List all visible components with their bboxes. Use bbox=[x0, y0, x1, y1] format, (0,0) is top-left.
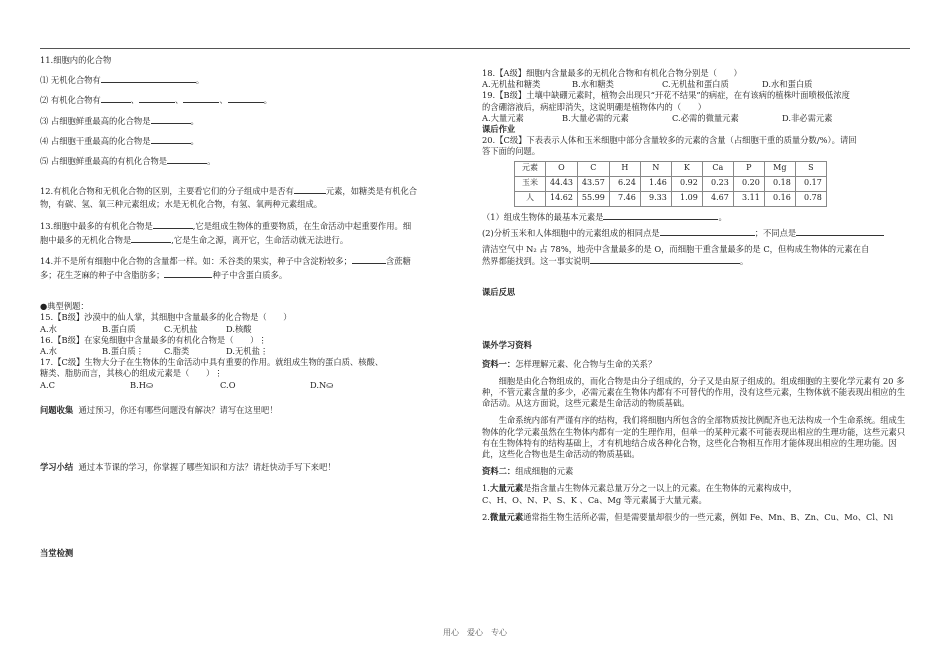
table-cell: 7.46 bbox=[609, 191, 640, 206]
table-cell: Ca bbox=[702, 161, 733, 176]
reflection-title: 课后反思 bbox=[482, 287, 516, 298]
q20-stem-2: 答下面的问题。 bbox=[482, 146, 541, 157]
q14-line-1: 14.并不是所有细胞中化合物的含量都一样。如：禾谷类的果实，种子中含淀粉较多； 含蔗糖 bbox=[40, 255, 411, 266]
q11-item-3: ⑶ 占细胞鲜重最高的化合物是 。 bbox=[40, 115, 199, 126]
table-cell: H bbox=[609, 161, 640, 176]
option-a[interactable]: A.水 bbox=[40, 346, 57, 356]
table-cell: 0.78 bbox=[795, 191, 826, 206]
q11-item-1: ⑴ 无机化合物有 。 bbox=[40, 75, 205, 86]
answer-blank[interactable] bbox=[139, 94, 175, 103]
option-b[interactable]: B.蛋白质⋮ bbox=[102, 346, 144, 356]
table-cell: K bbox=[671, 161, 702, 176]
problem-title: 问题收集 bbox=[40, 404, 74, 415]
left-column bbox=[40, 55, 460, 559]
answer-blank[interactable] bbox=[590, 255, 740, 264]
table-cell: 6.24 bbox=[609, 176, 640, 191]
answer-blank[interactable] bbox=[101, 74, 196, 83]
q14-line-2: 多；花生芝麻的种子中含脂肪多； 种子中含蛋白质多。 bbox=[40, 270, 288, 281]
answer-blank[interactable] bbox=[183, 94, 219, 103]
option-d[interactable]: D.非必需元素 bbox=[782, 112, 833, 123]
answer-blank[interactable] bbox=[660, 227, 755, 236]
q12-line-2: 物，有碳、氢、氧三种元素组成；水是无机化合物，有氢、氧两种元素组成。 bbox=[40, 199, 323, 210]
option-c[interactable]: C.O bbox=[220, 379, 236, 390]
table-cell: P bbox=[733, 161, 764, 176]
option-d[interactable]: D.核酸 bbox=[226, 323, 252, 334]
summary-title: 学习小结 bbox=[40, 461, 74, 472]
option-d[interactable]: D.无机盐⋮ bbox=[226, 346, 269, 356]
option-c[interactable]: C.脂类 bbox=[164, 346, 190, 356]
element-content-table bbox=[514, 161, 827, 207]
option-a[interactable]: A.水 bbox=[40, 323, 57, 334]
q17-stem-1: 17.【C级】生物大分子在生物体的生命活动中具有重要的作用。就组成生物的蛋白质、核酸、 bbox=[40, 357, 384, 368]
answer-blank[interactable] bbox=[796, 227, 884, 236]
answer-blank[interactable] bbox=[164, 269, 212, 278]
q20-part-3-line-1: 清洁空气中 N₂ 占 78%，地壳中含量最多的是 O，而细胞干重含量最多的是 C，但构成生物体的元素在自 bbox=[482, 243, 870, 254]
page-footer: 用心 爱心 专心 bbox=[443, 628, 507, 637]
material-2-heading: 资料二：组成细胞的元素 bbox=[482, 466, 574, 477]
class-check-title: 当堂检测 bbox=[40, 548, 74, 559]
material-2-item-1: 1.大量元素是指含量占生物体元素总量万分之一以上的元素。在生物体的元素构成中， C、H、O、N、P、S、K 、Ca、Mg 等元素属于大量元素。 bbox=[482, 483, 797, 505]
option-b[interactable]: B.蛋白质 bbox=[102, 323, 136, 334]
table-cell: 55.99 bbox=[577, 191, 609, 206]
q19-stem-1: 19.【B级】土壤中缺硼元素时，植物会出现只“开花不结果”的病症，在有该病的植株叶面喷极低浓度 bbox=[482, 90, 850, 101]
answer-blank[interactable] bbox=[151, 115, 191, 124]
table-cell: 14.62 bbox=[546, 191, 578, 206]
q17-options bbox=[40, 380, 460, 391]
table-cell: 44.43 bbox=[546, 176, 578, 191]
option-a[interactable]: A.大量元素 bbox=[482, 112, 524, 123]
q20-part-3-line-2: 然界都能找到。这一事实说明 。 bbox=[482, 256, 749, 267]
table-cell: 0.23 bbox=[702, 176, 733, 191]
homework-title: 课后作业 bbox=[482, 123, 516, 134]
table-cell: C bbox=[577, 161, 609, 176]
table-cell: 3.11 bbox=[733, 191, 764, 206]
table-cell: 4.67 bbox=[702, 191, 733, 206]
table-cell: 1.09 bbox=[671, 191, 702, 206]
material-1-paragraph-2: 生命系统内部有严谨有序的结构，我们将细胞内所包含的全部物质按比例配齐也无法构成一个生命系统。组成生物体的化学元素虽然在生物体内都有一定的生理作用，但单一的某种元素不可能表现出相应的生理功能，这些元素只有在生物体特有的结构基础上，才有机地结合成各种化合物，这些化合物相互作用才能体现出相应的生理功能。因此，这些化合物也是生命活动的物质基础。 bbox=[482, 415, 906, 459]
answer-blank[interactable] bbox=[101, 94, 131, 103]
q20-part-1: （1）组成生物体的最基本元素是 。 bbox=[482, 211, 727, 222]
learning-summary: 学习小结 通过本节课的学习，你掌握了哪些知识和方法？请赶快动手写下来吧！ bbox=[40, 461, 336, 472]
table-cell: 0.17 bbox=[795, 176, 826, 191]
table-cell: N bbox=[640, 161, 671, 176]
answer-blank[interactable] bbox=[352, 255, 386, 264]
table-row bbox=[515, 191, 827, 206]
q15-stem: 15.【B级】沙漠中的仙人掌，其细胞中含量最多的化合物是（ ） bbox=[40, 312, 292, 323]
q16-stem: 16.【B级】在家兔细胞中含量最多的有机化合物是（ ）⋮ bbox=[40, 334, 267, 345]
table-cell: 玉米 bbox=[515, 176, 546, 191]
q11-title: 11.细胞内的化合物 bbox=[40, 55, 112, 65]
q20-part-2: (2)分析玉米和人体细胞中的元素组成的相同点是 ；不同点是 bbox=[482, 227, 912, 239]
material-2-item-2: 2.微量元素通常指生物生活所必需，但是需要量却很少的一些元素，例如 Fe、Mn、B、Zn、Cu、Mo、Cl、Ni bbox=[482, 511, 894, 522]
q11-item-2: ⑵ 有机化合物有 、 、 、 。 bbox=[40, 95, 272, 106]
table-row bbox=[515, 176, 827, 191]
right-column bbox=[482, 68, 912, 523]
option-d[interactable]: D.水和蛋白质 bbox=[762, 79, 813, 90]
table-cell: 1.46 bbox=[640, 176, 671, 191]
material-1-paragraph-1: 细胞是由化合物组成的，而化合物是由分子组成的，分子又是由原子组成的。组成细胞的主要化学元素有 20 多种，不管元素含量的多少，必需元素在生物体内都有不可替代的作用，没有这些元素，生物体就不能表现出相应的生命活动。从这方面说，这些元素是生命活动的物质基础。 bbox=[482, 375, 906, 409]
problem-collection: 问题收集 通过预习，你还有哪些问题没有解决？请写在这里吧！ bbox=[40, 404, 278, 415]
q11-item-5: ⑸ 占细胞鲜重最高的有机化合物是 。 bbox=[40, 155, 216, 166]
option-b[interactable]: B.大量必需的元素 bbox=[562, 112, 629, 123]
option-b[interactable]: B.水和糖类 bbox=[572, 79, 614, 90]
table-cell: 0.92 bbox=[671, 176, 702, 191]
q19-options bbox=[482, 113, 912, 124]
q16-options bbox=[40, 346, 460, 357]
option-c[interactable]: C.必需的微量元素 bbox=[672, 112, 739, 123]
table-cell: S bbox=[795, 161, 826, 176]
option-c[interactable]: C.无机盐和蛋白质 bbox=[662, 79, 729, 90]
q19-stem-2: 的含硼溶液后，病症即消失，这说明硼是植物体内的（ ） bbox=[482, 101, 707, 112]
table-cell: 人 bbox=[515, 191, 546, 206]
answer-blank[interactable] bbox=[151, 135, 191, 144]
answer-blank[interactable] bbox=[294, 185, 326, 194]
q15-options bbox=[40, 324, 460, 335]
answer-blank[interactable] bbox=[167, 155, 207, 164]
answer-blank[interactable] bbox=[131, 234, 171, 243]
table-header-row bbox=[515, 161, 827, 176]
header-rule bbox=[40, 48, 910, 49]
q13-line-1: 13.细胞中最多的有机化合物是 ,它是组成生物体的重要物质，在生命活动中起重要作用。细 bbox=[40, 220, 412, 231]
table-cell: 0.18 bbox=[764, 176, 795, 191]
q18-stem: 18.【A级】细胞内含量最多的无机化合物和有机化合物分别是（ ） bbox=[482, 68, 742, 78]
q11-item-4: ⑷ 占细胞干重最高的化合物是 。 bbox=[40, 135, 199, 146]
material-1-heading: 资料一：怎样理解元素、化合物与生命的关系？ bbox=[482, 358, 657, 369]
q13-line-2: 胞中最多的无机化合物是 ,它是生命之源，离开它，生命活动就无法进行。 bbox=[40, 234, 349, 245]
option-d[interactable]: D.N⛀ bbox=[310, 379, 334, 390]
option-b[interactable]: B.H⛀ bbox=[130, 379, 153, 390]
option-a[interactable]: A.无机盐和糖类 bbox=[482, 79, 541, 90]
table-cell: 43.57 bbox=[577, 176, 609, 191]
table-cell: 元素 bbox=[515, 161, 546, 176]
extra-material-title: 课外学习资料 bbox=[482, 340, 532, 351]
table-cell: 0.16 bbox=[764, 191, 795, 206]
examples-title: ●典型例题： bbox=[40, 301, 89, 312]
q12-line-1: 12.有机化合物和无机化合物的区别，主要看它们的分子组成中是否有 元素，如糖类是有机化合 bbox=[40, 186, 418, 197]
answer-blank[interactable] bbox=[153, 220, 193, 229]
q18-options bbox=[482, 79, 912, 90]
table-cell: 9.33 bbox=[640, 191, 671, 206]
q20-stem-1: 20.【C级】下表表示人体和玉米细胞中部分含量较多的元素的含量（占细胞干重的质量分数/%）。请回 bbox=[482, 135, 857, 146]
option-c[interactable]: C.无机盐 bbox=[164, 323, 198, 334]
table-cell: 0.20 bbox=[733, 176, 764, 191]
answer-blank[interactable] bbox=[228, 94, 264, 103]
option-a[interactable]: A.C bbox=[40, 379, 55, 390]
q17-stem-2: 糖类、脂肪而言，其核心的组成元素是（ ）⋮ bbox=[40, 368, 223, 379]
answer-blank[interactable] bbox=[603, 211, 718, 220]
table-cell: Mg bbox=[764, 161, 795, 176]
table-cell: O bbox=[546, 161, 578, 176]
